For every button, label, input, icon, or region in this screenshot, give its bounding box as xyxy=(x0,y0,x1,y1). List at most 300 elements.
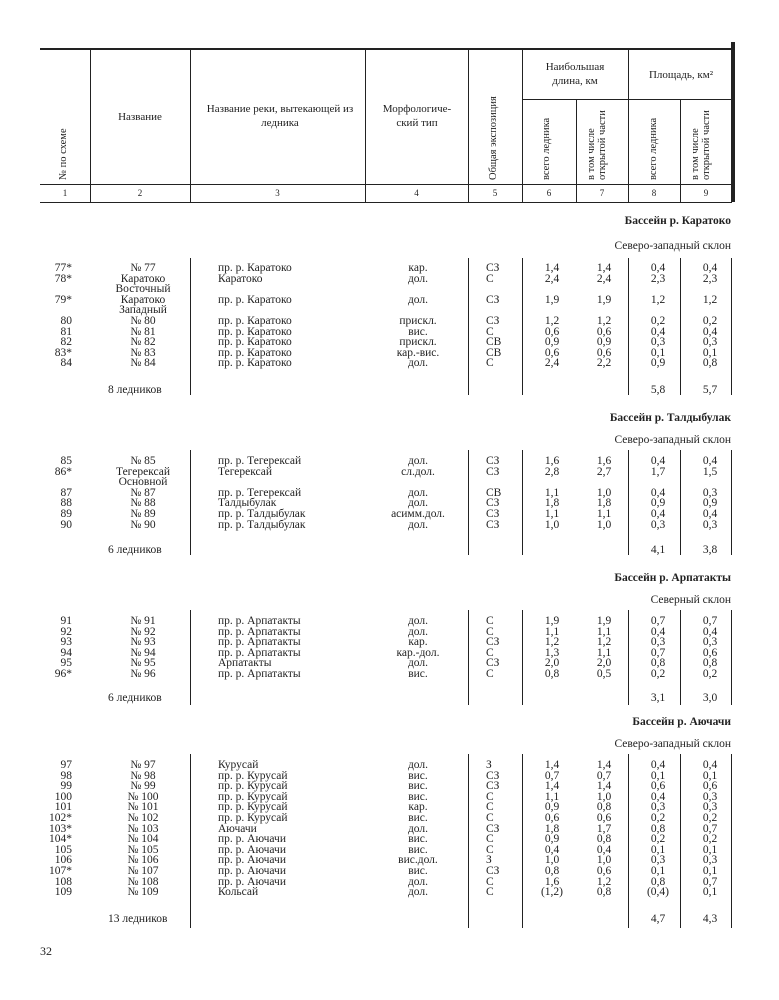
length-open: 0,6 xyxy=(596,325,612,338)
row-number: 96* xyxy=(54,668,72,680)
exposition: СЗ xyxy=(486,865,500,877)
row-number: 99 xyxy=(60,780,72,793)
glacier-name: № 82 xyxy=(130,336,156,349)
header-sep-3 xyxy=(365,48,366,202)
row-number: 81 xyxy=(60,325,72,338)
row-number: 100 xyxy=(54,790,72,803)
morph-type: кар. xyxy=(408,636,428,649)
length-total: 2,4 xyxy=(544,357,560,370)
river-name: Аючачи xyxy=(218,822,257,835)
glacier-name: № 108 xyxy=(127,875,159,888)
river-name: Арпатакты xyxy=(218,657,272,670)
area-open: 0,2 xyxy=(702,315,718,327)
river-name: пр. р. Каратоко xyxy=(218,357,292,370)
row-number: 97 xyxy=(60,759,72,771)
slope-title: Северный склон xyxy=(650,594,731,606)
total-area-open: 3,0 xyxy=(702,692,718,704)
area-open: 0,8 xyxy=(702,657,718,670)
total-label: 13 ледников xyxy=(108,913,168,925)
exposition: С xyxy=(486,325,494,338)
area-total: 0,4 xyxy=(650,455,666,467)
area-total: 0,3 xyxy=(650,854,666,867)
morph-type: сл.дол. xyxy=(401,465,435,478)
colnum-6: 6 xyxy=(546,188,552,198)
exposition: С xyxy=(486,812,494,824)
exposition: С xyxy=(486,790,494,803)
area-total: 1,7 xyxy=(650,465,666,478)
header-col3: Название реки, вытекающей из ледника xyxy=(206,103,354,129)
area-total: 0,9 xyxy=(650,357,666,370)
length-total: 0,8 xyxy=(544,668,560,680)
morph-type: дол. xyxy=(407,293,429,306)
length-open: 1,2 xyxy=(596,875,612,888)
header-col8-9-group: Площадь, км² xyxy=(648,69,713,81)
length-open: 1,1 xyxy=(596,646,612,659)
section-col-rule xyxy=(522,610,523,705)
section-col-rule xyxy=(680,754,681,928)
total-area-open: 5,7 xyxy=(702,384,718,396)
area-open: 0,3 xyxy=(702,486,718,499)
header-col1: № по схеме xyxy=(58,128,69,180)
length-total: 1,8 xyxy=(544,822,560,835)
section-col-rule xyxy=(680,610,681,705)
exposition: С xyxy=(486,833,494,846)
morph-type: дол. xyxy=(407,657,429,670)
basin-title: Бассейн р. Талдыбулак xyxy=(609,412,731,424)
section-col-rule xyxy=(628,610,629,705)
morph-type: вис. xyxy=(408,668,428,680)
morph-type: вис. xyxy=(408,790,428,803)
area-total: 0,7 xyxy=(650,646,666,659)
morph-type: кар.-вис. xyxy=(396,346,440,359)
area-total: 0,2 xyxy=(650,315,666,327)
length-total: 2,0 xyxy=(544,657,560,670)
area-total: 0,4 xyxy=(650,486,666,499)
exposition: СЗ xyxy=(486,518,500,531)
length-open: 1,8 xyxy=(596,497,612,510)
length-open: 2,2 xyxy=(596,357,612,370)
exposition: С xyxy=(486,646,494,659)
row-number: 78* xyxy=(54,272,72,285)
area-total: 0,1 xyxy=(650,843,666,856)
area-open: 0,1 xyxy=(702,769,718,782)
area-total: 0,1 xyxy=(650,865,666,877)
glacier-name: Каратоко xyxy=(120,293,166,306)
length-total: 1,8 xyxy=(544,497,560,510)
glacier-name: № 80 xyxy=(130,315,156,327)
slope-title: Северо-западный склон xyxy=(614,738,731,750)
area-total: 0,4 xyxy=(650,759,666,771)
river-name: пр. р. Талдыбулак xyxy=(218,518,306,531)
section-col-rule xyxy=(731,754,732,928)
river-name: Курусай xyxy=(218,759,259,771)
header-col6-7-group: Наибольшая длина, км xyxy=(545,61,605,87)
length-open: 1,0 xyxy=(596,790,612,803)
area-open: 0,7 xyxy=(702,615,718,627)
river-name: пр. р. Аючачи xyxy=(218,843,286,856)
header-sep-6 xyxy=(576,99,577,202)
area-total: 0,4 xyxy=(650,508,666,520)
area-open: 0,3 xyxy=(702,801,718,814)
row-number: 94 xyxy=(60,646,72,659)
row-number: 90 xyxy=(60,518,72,531)
area-open: 0,3 xyxy=(702,636,718,649)
exposition: СЗ xyxy=(486,315,500,327)
row-number: 86* xyxy=(54,465,72,478)
morph-type: дол. xyxy=(407,759,429,771)
river-name: пр. р. Каратоко xyxy=(218,262,292,274)
length-total: 0,9 xyxy=(544,336,560,349)
area-open: 0,4 xyxy=(702,759,718,771)
river-name: пр. р. Курусай xyxy=(218,801,288,814)
river-name: пр. р. Талдыбулак xyxy=(218,508,306,520)
area-open: 0,8 xyxy=(702,357,718,370)
river-name: Кольсай xyxy=(218,886,259,899)
area-total: 0,4 xyxy=(650,625,666,638)
exposition: СЗ xyxy=(486,769,500,782)
area-total: 0,3 xyxy=(650,336,666,349)
basin-title: Бассейн р. Арпатакты xyxy=(614,572,731,584)
row-number: 82 xyxy=(60,336,72,349)
area-total: (0,4) xyxy=(646,886,670,899)
river-name: пр. р. Арпатакты xyxy=(218,646,301,659)
area-total: 0,2 xyxy=(650,833,666,846)
exposition: С xyxy=(486,801,494,814)
row-number: 80 xyxy=(60,315,72,327)
river-name: Каратоко xyxy=(218,272,263,285)
river-name: пр. р. Аючачи xyxy=(218,854,286,867)
morph-type: дол. xyxy=(407,518,429,531)
section-col-rule xyxy=(731,450,732,555)
area-open: 0,6 xyxy=(702,646,718,659)
area-open: 0,6 xyxy=(702,780,718,793)
area-total: 0,8 xyxy=(650,822,666,835)
morph-type: асимм.дол. xyxy=(391,508,445,520)
length-open: 1,7 xyxy=(596,822,612,835)
morph-type: дол. xyxy=(407,486,429,499)
total-area-all: 3,1 xyxy=(650,692,666,704)
length-total: 2,4 xyxy=(544,272,560,285)
area-total: 0,4 xyxy=(650,790,666,803)
row-number: 89 xyxy=(60,508,72,520)
glacier-name: № 98 xyxy=(130,769,156,782)
morph-type: дол. xyxy=(407,625,429,638)
length-total: 1,1 xyxy=(544,790,560,803)
glacier-name: № 93 xyxy=(130,636,156,649)
length-open: 1,0 xyxy=(596,518,612,531)
glacier-name: № 104 xyxy=(127,833,159,846)
colnum-7: 7 xyxy=(599,188,605,198)
glacier-name: № 84 xyxy=(130,357,156,370)
river-name: пр. р. Аючачи xyxy=(218,833,286,846)
morph-type: дол. xyxy=(407,272,429,285)
morph-type: вис. xyxy=(408,780,428,793)
glacier-name: Западный xyxy=(119,304,167,317)
exposition: СВ xyxy=(486,346,502,359)
header-col5: Общая экспозиция xyxy=(488,96,499,180)
area-open: 0,2 xyxy=(702,812,718,824)
length-total: (1,2) xyxy=(540,886,564,899)
area-total: 0,1 xyxy=(650,769,666,782)
exposition: СЗ xyxy=(486,636,500,649)
area-open: 0,2 xyxy=(702,668,718,680)
length-total: 0,8 xyxy=(544,865,560,877)
exposition: СЗ xyxy=(486,822,500,835)
row-number: 88 xyxy=(60,497,72,510)
length-total: 1,6 xyxy=(544,455,560,467)
river-name: пр. р. Каратоко xyxy=(218,315,292,327)
row-number: 105 xyxy=(54,843,72,856)
length-open: 0,8 xyxy=(596,833,612,846)
page-number: 32 xyxy=(40,944,52,958)
exposition: С xyxy=(486,843,494,856)
river-name: пр. р. Тегерексай xyxy=(218,455,302,467)
exposition: С xyxy=(486,886,494,899)
colnum-9: 9 xyxy=(703,188,709,198)
area-total: 2,3 xyxy=(650,272,666,285)
header-sep-2 xyxy=(190,48,191,202)
header-col4: Морфологиче-ский тип xyxy=(382,103,452,129)
length-open: 0,9 xyxy=(596,336,612,349)
area-total: 0,6 xyxy=(650,780,666,793)
exposition: СВ xyxy=(486,336,502,349)
section-col-rule xyxy=(628,258,629,395)
section-col-rule xyxy=(680,258,681,395)
river-name: пр. р. Арпатакты xyxy=(218,625,301,638)
length-total: 1,9 xyxy=(544,615,560,627)
colnum-5: 5 xyxy=(492,188,498,198)
glacier-name: № 102 xyxy=(127,812,159,824)
river-name: Талдыбулак xyxy=(218,497,277,510)
length-open: 1,4 xyxy=(596,780,612,793)
length-open: 1,4 xyxy=(596,759,612,771)
length-total: 1,2 xyxy=(544,636,560,649)
header-sep-5 xyxy=(522,48,523,202)
glacier-name: Тегерексай xyxy=(115,465,171,478)
morph-type: дол. xyxy=(407,357,429,370)
morph-type: дол. xyxy=(407,497,429,510)
river-name: пр. р. Арпатакты xyxy=(218,636,301,649)
total-area-open: 4,3 xyxy=(702,913,718,925)
row-number: 83* xyxy=(54,346,72,359)
glacier-name: № 105 xyxy=(127,843,159,856)
glacier-name: № 94 xyxy=(130,646,156,659)
area-total: 0,4 xyxy=(650,325,666,338)
glacier-name: № 92 xyxy=(130,625,156,638)
length-open: 1,1 xyxy=(596,508,612,520)
area-open: 0,3 xyxy=(702,790,718,803)
length-total: 1,4 xyxy=(544,262,560,274)
total-area-open: 3,8 xyxy=(702,544,718,556)
exposition: З xyxy=(486,854,492,867)
morph-type: прискл. xyxy=(399,315,437,327)
area-total: 0,2 xyxy=(650,812,666,824)
exposition: СЗ xyxy=(486,455,500,467)
length-total: 1,6 xyxy=(544,875,560,888)
area-total: 0,7 xyxy=(650,615,666,627)
length-open: 1,0 xyxy=(596,854,612,867)
morph-type: вис.дол. xyxy=(398,854,438,867)
morph-type: прискл. xyxy=(399,336,437,349)
glacier-name: № 100 xyxy=(127,790,159,803)
length-open: 0,8 xyxy=(596,886,612,899)
glacier-name: № 97 xyxy=(130,759,156,771)
length-open: 1,0 xyxy=(596,486,612,499)
length-total: 0,6 xyxy=(544,812,560,824)
area-open: 1,5 xyxy=(702,465,718,478)
section-col-rule xyxy=(628,754,629,928)
length-total: 0,9 xyxy=(544,833,560,846)
colnum-1: 1 xyxy=(62,188,68,198)
exposition: СЗ xyxy=(486,657,500,670)
river-name: Тегерексай xyxy=(218,465,273,478)
length-open: 1,2 xyxy=(596,636,612,649)
header-sep-8 xyxy=(680,99,681,202)
length-open: 1,9 xyxy=(596,615,612,627)
area-open: 0,1 xyxy=(702,865,718,877)
colnum-4: 4 xyxy=(414,188,419,198)
length-open: 0,6 xyxy=(596,812,612,824)
glacier-name: № 90 xyxy=(130,518,156,531)
basin-title: Бассейн р. Каратоко xyxy=(624,215,731,227)
header-col8: всего ледника xyxy=(648,117,659,180)
length-total: 1,0 xyxy=(544,854,560,867)
row-number: 79* xyxy=(54,293,72,306)
length-open: 1,2 xyxy=(596,315,612,327)
glacier-name: Восточный xyxy=(115,283,171,296)
row-number: 95 xyxy=(60,657,72,670)
river-name: пр. р. Каратоко xyxy=(218,336,292,349)
glacier-name: № 101 xyxy=(127,801,159,814)
row-number: 104* xyxy=(49,833,72,846)
length-total: 1,4 xyxy=(544,780,560,793)
header-sep-4 xyxy=(468,48,469,202)
glacier-name: № 83 xyxy=(130,346,156,359)
area-open: 0,3 xyxy=(702,336,718,349)
row-number: 103* xyxy=(49,822,72,835)
morph-type: дол. xyxy=(407,615,429,627)
exposition: С xyxy=(486,875,494,888)
length-open: 0,6 xyxy=(596,865,612,877)
area-open: 0,3 xyxy=(702,518,718,531)
area-total: 0,3 xyxy=(650,801,666,814)
exposition: СЗ xyxy=(486,262,500,274)
length-open: 0,8 xyxy=(596,801,612,814)
area-open: 0,7 xyxy=(702,875,718,888)
length-open: 0,6 xyxy=(596,346,612,359)
length-open: 2,0 xyxy=(596,657,612,670)
slope-title: Северо-западный склон xyxy=(614,240,731,252)
row-number: 107* xyxy=(49,865,72,877)
area-total: 1,2 xyxy=(650,293,666,306)
row-number: 77* xyxy=(54,262,72,274)
length-total: 1,1 xyxy=(544,486,560,499)
morph-type: кар.-дол. xyxy=(396,646,440,659)
river-name: пр. р. Аючачи xyxy=(218,875,286,888)
river-name: пр. р. Курусай xyxy=(218,769,288,782)
colnum-bottom-rule xyxy=(40,202,732,203)
morph-type: дол. xyxy=(407,886,429,899)
header-col6: всего ледника xyxy=(541,117,552,180)
section-col-rule xyxy=(190,610,191,705)
morph-type: вис. xyxy=(408,833,428,846)
exposition: С xyxy=(486,357,494,370)
area-total: 0,8 xyxy=(650,875,666,888)
glacier-name: № 85 xyxy=(130,455,156,467)
river-name: пр. р. Каратоко xyxy=(218,293,292,306)
length-open: 0,5 xyxy=(596,668,612,680)
header-col2: Название xyxy=(118,111,162,123)
glacier-name: № 107 xyxy=(127,865,159,877)
area-open: 0,4 xyxy=(702,625,718,638)
exposition: С xyxy=(486,625,494,638)
section-col-rule xyxy=(468,754,469,928)
glacier-name: № 87 xyxy=(130,486,156,499)
length-open: 0,7 xyxy=(596,769,612,782)
row-number: 106 xyxy=(54,854,72,867)
river-name: пр. р. Курусай xyxy=(218,812,288,824)
glacier-name: № 95 xyxy=(130,657,156,670)
total-label: 6 ледников xyxy=(108,544,162,556)
row-number: 98 xyxy=(60,769,72,782)
section-col-rule xyxy=(680,450,681,555)
area-open: 0,3 xyxy=(702,854,718,867)
area-open: 2,3 xyxy=(702,272,718,285)
morph-type: кар. xyxy=(408,262,428,274)
area-open: 0,7 xyxy=(702,822,718,835)
section-col-rule xyxy=(522,450,523,555)
morph-type: вис. xyxy=(408,769,428,782)
length-open: 1,9 xyxy=(596,293,612,306)
row-number: 87 xyxy=(60,486,72,499)
area-open: 0,1 xyxy=(702,843,718,856)
river-name: пр. р. Аючачи xyxy=(218,865,286,877)
row-number: 109 xyxy=(54,886,72,899)
length-total: 0,7 xyxy=(544,769,560,782)
glacier-name: № 81 xyxy=(130,325,156,338)
area-open: 1,2 xyxy=(702,293,718,306)
area-open: 0,1 xyxy=(702,346,718,359)
river-name: пр. р. Арпатакты xyxy=(218,615,301,627)
morph-type: дол. xyxy=(407,822,429,835)
section-col-rule xyxy=(468,610,469,705)
section-col-rule xyxy=(190,258,191,395)
colnum-2: 2 xyxy=(137,188,143,198)
exposition: З xyxy=(486,759,492,771)
section-col-rule xyxy=(731,258,732,395)
glacier-name: № 99 xyxy=(130,780,156,793)
colnum-8: 8 xyxy=(651,188,657,198)
row-number: 85 xyxy=(60,455,72,467)
river-name: пр. р. Курусай xyxy=(218,780,288,793)
area-total: 0,8 xyxy=(650,657,666,670)
glacier-name: № 106 xyxy=(127,854,159,867)
total-area-all: 5,8 xyxy=(650,384,666,396)
glacier-name: № 77 xyxy=(130,262,156,274)
section-col-rule xyxy=(522,258,523,395)
area-open: 0,4 xyxy=(702,325,718,338)
row-number: 93 xyxy=(60,636,72,649)
glacier-name: Основной xyxy=(118,476,168,489)
morph-type: дол. xyxy=(407,455,429,467)
length-total: 1,3 xyxy=(544,646,560,659)
total-area-all: 4,1 xyxy=(650,544,666,556)
glacier-name: № 88 xyxy=(130,497,156,510)
length-open: 1,1 xyxy=(596,625,612,638)
length-total: 0,6 xyxy=(544,346,560,359)
total-area-all: 4,7 xyxy=(650,913,666,925)
exposition: С xyxy=(486,272,494,285)
